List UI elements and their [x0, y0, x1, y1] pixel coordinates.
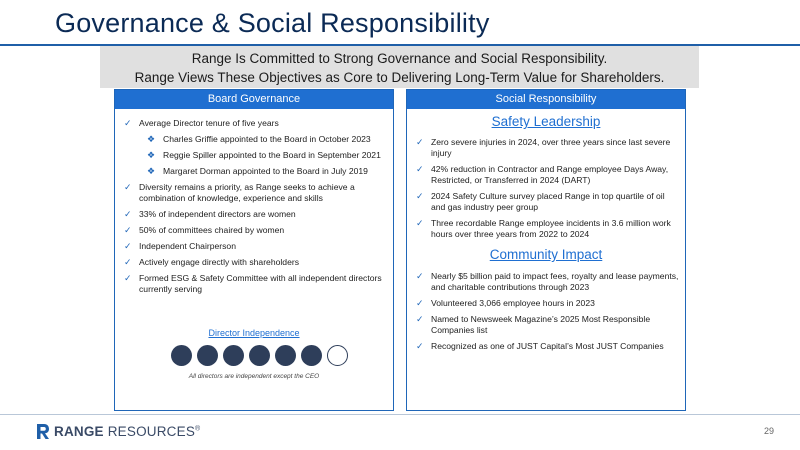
governance-subitem — [123, 166, 389, 177]
governance-item — [123, 225, 389, 236]
governance-item — [123, 118, 389, 129]
community-item — [415, 314, 681, 336]
safety-leadership-list — [415, 137, 681, 245]
independent-director-dot — [197, 345, 218, 366]
logo-wordmark — [54, 424, 200, 439]
checkmark-icon: ✓ — [124, 257, 132, 267]
checkmark-icon: ✓ — [416, 271, 424, 281]
community-impact-title[interactable]: Community Impact — [489, 247, 603, 262]
footer-divider — [0, 414, 800, 415]
governance-subitem — [123, 150, 389, 161]
safety-item-text: 42% reduction in Contractor and Range employee Days Away, Restricted, or Transferred in 2024 (DART) — [431, 164, 669, 185]
checkmark-icon: ✓ — [124, 209, 132, 219]
checkmark-icon: ✓ — [416, 137, 424, 147]
safety-item-text: Three recordable Range employee incidents in 3.6 million work hours over three years from 2022 to 2024 — [431, 218, 671, 239]
community-item-text: Recognized as one of JUST Capital’s Most JUST Companies — [431, 341, 664, 351]
range-resources-logo — [36, 423, 200, 440]
safety-item — [415, 218, 681, 240]
director-independence-note: All directors are independent except the CEO — [188, 373, 320, 380]
non-independent-director-dot — [327, 345, 348, 366]
safety-item — [415, 164, 681, 186]
governance-item-text: Independent Chairperson — [139, 241, 236, 251]
checkmark-icon: ✓ — [416, 191, 424, 201]
checkmark-icon: ✓ — [416, 164, 424, 174]
community-item-text: Named to Newsweek Magazine’s 2025 Most Responsible Companies list — [431, 314, 651, 335]
independent-director-dot — [301, 345, 322, 366]
safety-item — [415, 137, 681, 159]
governance-item — [123, 209, 389, 220]
checkmark-icon: ✓ — [416, 314, 424, 324]
commitment-banner — [100, 46, 699, 88]
governance-item — [123, 257, 389, 268]
governance-subitem-text: Reggie Spiller appointed to the Board in September 2021 — [163, 150, 381, 160]
governance-item-text: 50% of committees chaired by women — [139, 225, 285, 235]
banner-line-2: Range Views These Objectives as Core to Delivering Long-Term Value for Shareholders. — [134, 70, 665, 85]
safety-item — [415, 191, 681, 213]
safety-item-text: Zero severe injuries in 2024, over three years since last severe injury — [431, 137, 671, 158]
community-item — [415, 298, 681, 309]
diamond-bullet-icon: ❖ — [147, 150, 156, 160]
director-independence-dots — [171, 345, 348, 366]
range-logo-icon — [36, 423, 50, 440]
logo-registered-mark: ® — [195, 425, 201, 433]
governance-subitem — [123, 134, 389, 145]
governance-item-text: Formed ESG & Safety Committee with all independent directors currently serving — [139, 273, 382, 294]
governance-item-text: Actively engage directly with shareholders — [139, 257, 300, 267]
diamond-bullet-icon: ❖ — [147, 166, 156, 176]
page-number: 29 — [763, 426, 774, 436]
social-responsibility-panel — [406, 89, 686, 411]
logo-wordmark-bold: RANGE — [54, 424, 104, 439]
community-item — [415, 271, 681, 293]
independent-director-dot — [223, 345, 244, 366]
community-item-text: Volunteered 3,066 employee hours in 2023 — [431, 298, 595, 308]
checkmark-icon: ✓ — [124, 225, 132, 235]
social-responsibility-header: Social Responsibility — [407, 90, 685, 109]
checkmark-icon: ✓ — [124, 118, 132, 128]
checkmark-icon: ✓ — [416, 341, 424, 351]
governance-subitem-text: Charles Griffie appointed to the Board in October 2023 — [163, 134, 371, 144]
director-independence-link[interactable]: Director Independence — [208, 328, 300, 338]
governance-item-text: Diversity remains a priority, as Range seeks to achieve a combination of knowledge, experience and skills — [139, 182, 355, 203]
community-item — [415, 341, 681, 352]
governance-item — [123, 241, 389, 252]
community-item-text: Nearly $5 billion paid to impact fees, royalty and lease payments, and charitable contributions through 2023 — [431, 271, 679, 292]
independent-director-dot — [275, 345, 296, 366]
independent-director-dot — [249, 345, 270, 366]
safety-item-text: 2024 Safety Culture survey placed Range in top quartile of oil and gas industry peer group — [431, 191, 665, 212]
governance-item — [123, 182, 389, 204]
logo-wordmark-light: RESOURCES — [107, 424, 196, 439]
governance-item-text: 33% of independent directors are women — [139, 209, 296, 219]
banner-line-1: Range Is Committed to Strong Governance and Social Responsibility. — [191, 51, 608, 66]
board-governance-panel — [114, 89, 394, 411]
slide-title: Governance & Social Responsibility — [55, 8, 490, 38]
checkmark-icon: ✓ — [416, 298, 424, 308]
governance-item — [123, 273, 389, 295]
community-impact-list — [415, 271, 681, 357]
checkmark-icon: ✓ — [124, 273, 132, 283]
board-governance-header: Board Governance — [115, 90, 393, 109]
checkmark-icon: ✓ — [124, 241, 132, 251]
safety-leadership-title[interactable]: Safety Leadership — [491, 114, 601, 129]
governance-subitem-text: Margaret Dorman appointed to the Board in July 2019 — [163, 166, 368, 176]
checkmark-icon: ✓ — [124, 182, 132, 192]
checkmark-icon: ✓ — [416, 218, 424, 228]
diamond-bullet-icon: ❖ — [147, 134, 156, 144]
governance-item-text: Average Director tenure of five years — [139, 118, 279, 128]
independent-director-dot — [171, 345, 192, 366]
governance-list — [123, 118, 389, 300]
